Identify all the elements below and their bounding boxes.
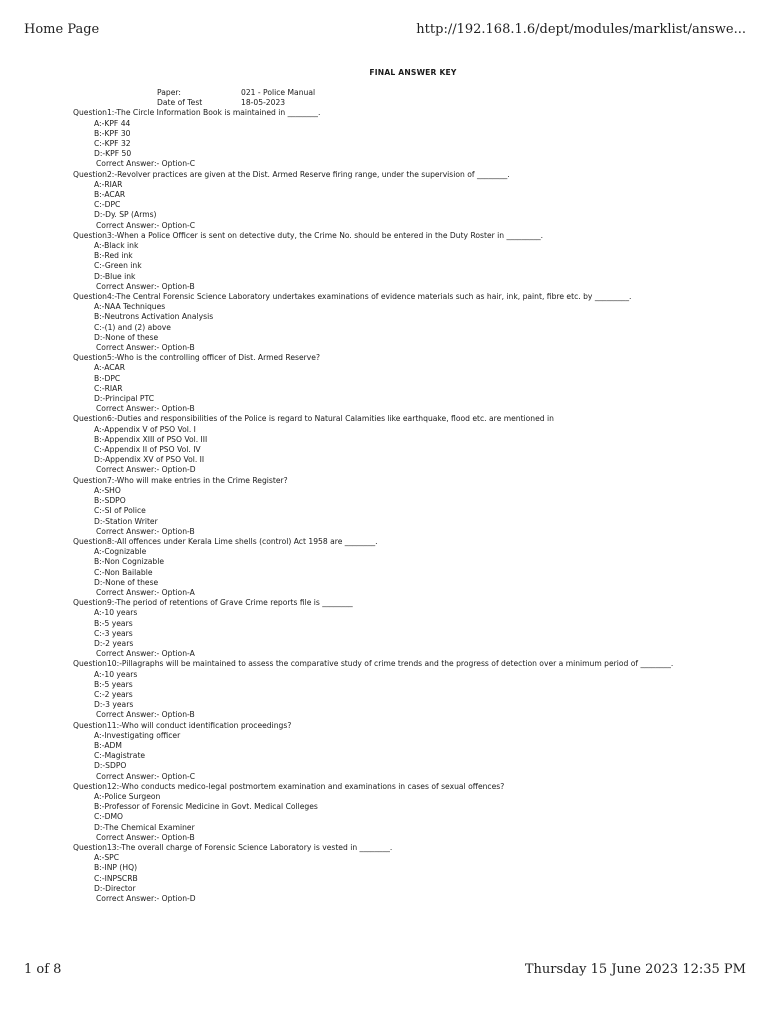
answer-option: B:-Neutrons Activation Analysis	[94, 312, 214, 322]
answer-option: D:-2 years	[94, 638, 134, 648]
answer-option: D:-Principal PTC	[94, 394, 154, 404]
correct-answer: Correct Answer:- Option-D	[96, 465, 196, 475]
correct-answer: Correct Answer:- Option-B	[96, 832, 195, 842]
question-item	[73, 659, 713, 720]
answer-key-document	[73, 68, 713, 904]
question-item	[73, 721, 713, 782]
answer-option: C:-Non Bailable	[94, 567, 153, 577]
answer-option: B:-Red ink	[94, 251, 133, 261]
answer-option: D:-Director	[94, 883, 136, 893]
question-text: Question3:-When a Police Officer is sent on detective duty, the Crime No. should be entered in the Duty Roster in _________.	[73, 230, 544, 240]
answer-option: B:-INP (HQ)	[94, 863, 138, 873]
question-item	[73, 108, 713, 169]
answer-option: D:-SDPO	[94, 761, 127, 771]
correct-answer: Correct Answer:- Option-A	[96, 649, 195, 659]
answer-option: A:-10 years	[94, 608, 138, 618]
answer-option: D:-None of these	[94, 577, 159, 587]
question-text: Question7:-Who will make entries in the Crime Register?	[73, 475, 288, 485]
answer-option: A:-Appendix V of PSO Vol. I	[94, 424, 196, 434]
answer-option: B:-DPC	[94, 373, 121, 383]
header-url[interactable]: http://192.168.1.6/dept/modules/marklist/answe...	[416, 22, 746, 37]
answer-option: D:-None of these	[94, 332, 159, 342]
answer-option: B:-5 years	[94, 679, 133, 689]
correct-answer: Correct Answer:- Option-B	[96, 281, 195, 291]
answer-option: D:-KPF 50	[94, 149, 132, 159]
question-text: Question6:-Duties and responsibilities of the Police is regard to Natural Calamities like earthquake, flood etc. are mentioned in	[73, 414, 554, 424]
question-text: Question13:-The overall charge of Forensic Science Laboratory is vested in ________.	[73, 843, 393, 852]
question-item	[73, 598, 713, 659]
answer-option: A:-10 years	[94, 669, 138, 679]
answer-option: A:-NAA Techniques	[94, 302, 166, 312]
answer-option: A:-Black ink	[94, 241, 139, 251]
answer-option: B:-KPF 30	[94, 128, 131, 138]
document-title: FINAL ANSWER KEY	[369, 68, 457, 77]
answer-option: C:-DMO	[94, 812, 123, 822]
answer-option: A:-SHO	[94, 485, 121, 495]
question-text: Question8:-All offences under Kerala Lime shells (control) Act 1958 are ________.	[73, 536, 378, 546]
question-item	[73, 353, 713, 414]
correct-answer: Correct Answer:- Option-C	[96, 771, 196, 781]
question-item	[73, 231, 713, 292]
question-item	[73, 170, 713, 231]
question-item	[73, 537, 713, 598]
answer-option: D:-3 years	[94, 700, 134, 710]
answer-option: C:-(1) and (2) above	[94, 322, 171, 332]
answer-option: D:-Dy. SP (Arms)	[94, 210, 157, 220]
question-item	[73, 782, 713, 843]
question-text: Question5:-Who is the controlling officer of Dist. Armed Reserve?	[73, 353, 320, 363]
answer-option: C:-2 years	[94, 689, 133, 699]
answer-option: D:-Blue ink	[94, 271, 136, 281]
answer-option: B:-Professor of Forensic Medicine in Govt. Medical Colleges	[94, 802, 318, 812]
correct-answer: Correct Answer:- Option-B	[96, 710, 195, 720]
meta-value: 021 - Police Manual	[241, 88, 316, 97]
answer-option: A:-Police Surgeon	[94, 791, 161, 801]
page-indicator: 1 of 8	[24, 962, 62, 977]
question-item	[73, 476, 713, 537]
answer-option: B:-ACAR	[94, 190, 126, 199]
answer-option: C:-RIAR	[94, 383, 123, 393]
correct-answer: Correct Answer:- Option-D	[96, 894, 196, 904]
meta-value: 18-05-2023	[241, 98, 286, 108]
answer-option: B:-Appendix XIII of PSO Vol. III	[94, 434, 208, 444]
print-timestamp: Thursday 15 June 2023 12:35 PM	[524, 962, 746, 977]
answer-option: D:-The Chemical Examiner	[94, 822, 195, 832]
answer-option: D:-Appendix XV of PSO Vol. II	[94, 455, 205, 465]
correct-answer: Correct Answer:- Option-B	[96, 526, 195, 536]
question-item	[73, 292, 713, 353]
question-text: Question1:-The Circle Information Book is maintained in ________.	[73, 108, 321, 118]
question-text: Question4:-The Central Forensic Science Laboratory undertakes examinations of evidence materials such as hair, ink, paint, fibre etc. by _________.	[73, 292, 632, 302]
question-item	[73, 843, 713, 904]
answer-option: A:-ACAR	[94, 363, 126, 373]
question-text: Question10:-Pillagraphs will be maintained to assess the comparative study of crime trends and the progress of detection over a minimum period of ________.	[73, 659, 674, 669]
answer-option: B:-5 years	[94, 618, 133, 628]
answer-option: A:-KPF 44	[94, 118, 131, 128]
question-list	[73, 108, 713, 904]
answer-option: B:-Non Cognizable	[94, 557, 164, 567]
question-text: Question12:-Who conducts medico-legal postmortem examination and examinations in cases of sexual offences?	[73, 781, 505, 791]
answer-option: A:-Cognizable	[94, 547, 147, 557]
answer-option: C:-DPC	[94, 200, 121, 210]
answer-option: A:-SPC	[94, 853, 120, 863]
answer-option: C:-3 years	[94, 628, 133, 638]
answer-option: C:-Green ink	[94, 261, 142, 271]
answer-option: A:-Investigating officer	[94, 730, 181, 740]
correct-answer: Correct Answer:- Option-A	[96, 587, 195, 597]
question-item	[73, 414, 713, 475]
answer-option: C:-Appendix II of PSO Vol. IV	[94, 445, 201, 455]
header-title: Home Page	[24, 22, 100, 37]
correct-answer: Correct Answer:- Option-C	[96, 220, 196, 230]
answer-option: B:-SDPO	[94, 496, 126, 506]
correct-answer: Correct Answer:- Option-B	[96, 404, 195, 414]
meta-block	[73, 88, 713, 108]
answer-option: A:-RIAR	[94, 179, 123, 189]
meta-row-paper	[73, 88, 713, 98]
correct-answer: Correct Answer:- Option-B	[96, 343, 195, 353]
meta-label: Paper:	[157, 88, 181, 97]
meta-row-date	[73, 98, 713, 108]
answer-option: C:-KPF 32	[94, 138, 131, 148]
question-text: Question11:-Who will conduct identification proceedings?	[73, 720, 292, 730]
answer-option: B:-ADM	[94, 740, 122, 750]
question-text: Question2:-Revolver practices are given at the Dist. Armed Reserve firing range, under the supervision of ________.	[73, 169, 510, 179]
answer-option: D:-Station Writer	[94, 516, 158, 526]
question-text: Question9:-The period of retentions of Grave Crime reports file is ________	[73, 598, 353, 608]
meta-label: Date of Test	[157, 98, 203, 108]
correct-answer: Correct Answer:- Option-C	[96, 159, 196, 169]
answer-option: C:-Magistrate	[94, 751, 146, 761]
answer-option: C:-INPSCRB	[94, 873, 138, 883]
answer-option: C:-SI of Police	[94, 506, 146, 516]
